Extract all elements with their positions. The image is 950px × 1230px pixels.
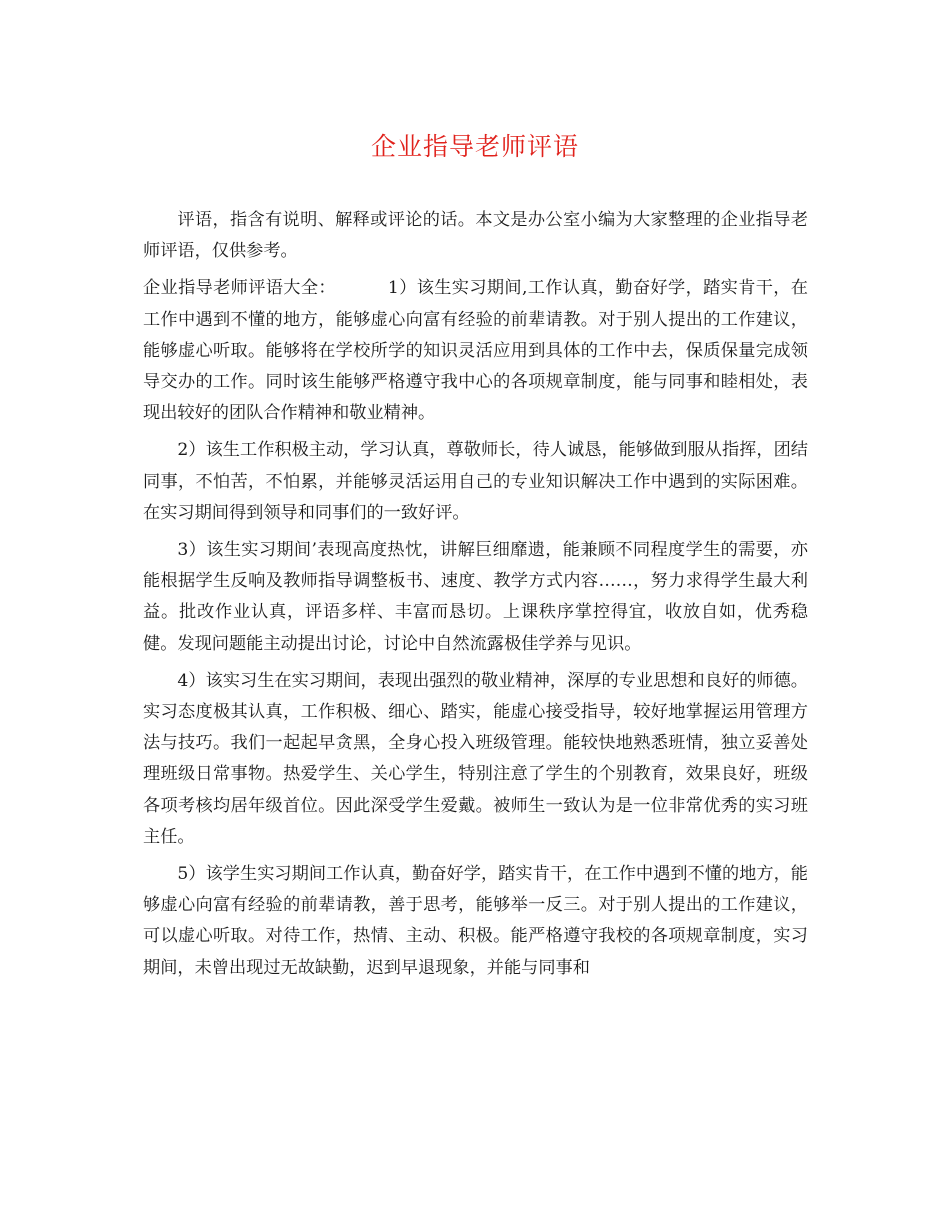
document-title: 企业指导老师评语: [370, 132, 579, 161]
document-body: [143, 205, 808, 990]
intro-paragraph: 评语，指含有说明、解释或评论的话。本文是办公室小编为大家整理的企业指导老师评语，仅供参考。: [143, 210, 808, 262]
paragraph-1: [143, 273, 808, 429]
section-heading: 企业指导老师评语大全：: [143, 278, 336, 299]
paragraph-5: 5）该学生实习期间工作认真，勤奋好学，踏实肯干，在工作中遇到不懂的地方，能够虚心向富有经验的前辈请教，善于思考，能够举一反三。对于别人提出的工作建议，可以虚心听取。对待工作，热情、主动、积极。能严格遵守我校的各项规章制度，实习期间，未曾出现过无故缺勤，迟到早退现象，并能与同事和: [143, 864, 808, 978]
paragraph-4: 4）该实习生在实习期间，表现出强烈的敬业精神，深厚的专业思想和良好的师德。实习态度极其认真，工作积极、细心、踏实，能虚心接受指导，较好地掌握运用管理方法与技巧。我们一起起早贪黑，全身心投入班级管理。能较快地熟悉班情，独立妥善处理班级日常事物。热爱学生、关心学生，特别注意了学生的个别教育，效果良好，班级各项考核均居年级首位。因此深受学生爱戴。被师生一致认为是一位非常优秀的实习班主任。: [143, 670, 808, 847]
paragraph-2: 2）该生工作积极主动，学习认真，尊敬师长，待人诚恳，能够做到服从指挥，团结同事，不怕苦，不怕累，并能够灵活运用自己的专业知识解决工作中遇到的实际困难。在实习期间得到领导和同事们的一致好评。: [143, 440, 808, 523]
paragraph-1-text: 1）该生实习期间,工作认真，勤奋好学，踏实肯干，在工作中遇到不懂的地方，能够虚心向富有经验的前辈请教。对于别人提出的工作建议，能够虚心听取。能够将在学校所学的知识灵活应用到具体的工作中去，保质保量完成领导交办的工作。同时该生能够严格遵守我中心的各项规章制度，能与同事和睦相处，表现出较好的团队合作精神和敬业精神。: [143, 278, 808, 424]
paragraph-3: 3）该生实习期间’表现高度热忱，讲解巨细靡遗，能兼顾不同程度学生的需要，亦能根据学生反响及教师指导调整板书、速度、教学方式内容……，努力求得学生最大利益。批改作业认真，评语多样、丰富而恳切。上课秩序掌控得宜，收放自如，优秀稳健。发现问题能主动提出讨论，讨论中自然流露极佳学养与见识。: [143, 540, 808, 654]
